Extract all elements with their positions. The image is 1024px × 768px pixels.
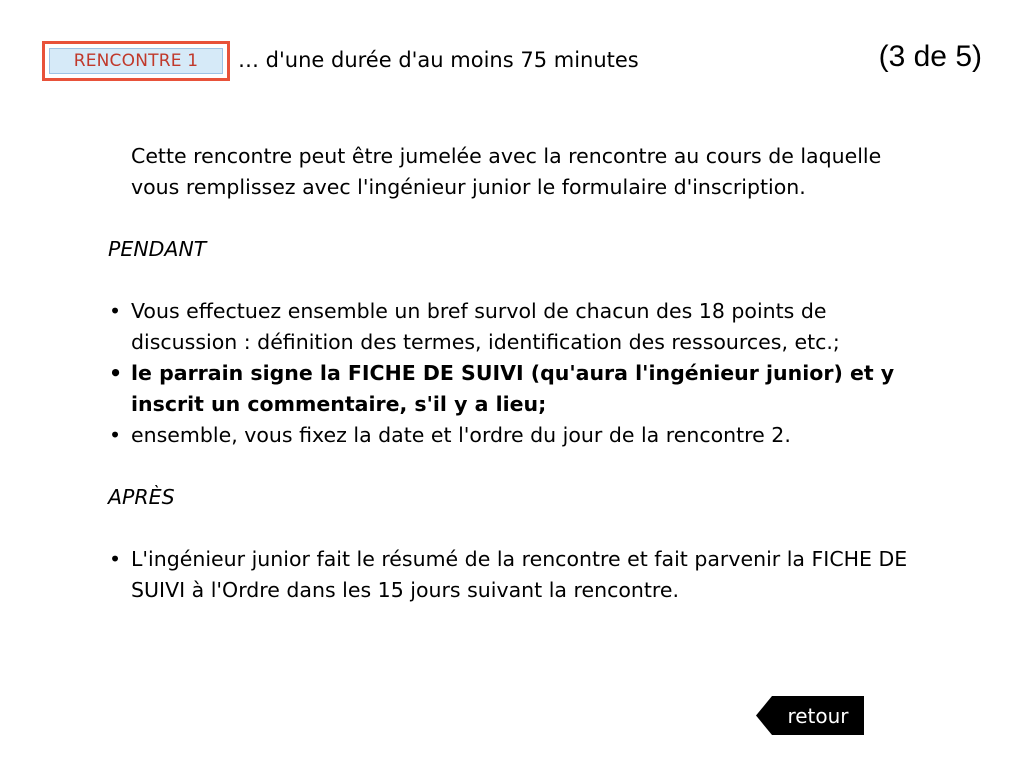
intro-paragraph: Cette rencontre peut être jumelée avec la rencontre au cours de laquelle vous remplissez avec l'ingénieur junior le formulaire d'inscription. [131,144,882,199]
meeting-tag [42,41,230,81]
duration-subtitle: … d'une durée d'au moins 75 minutes [238,48,639,72]
list-item: • Vous effectuez ensemble un bref survol de chacun des 18 points de discussion : définition des termes, identification des ressources, etc.; [108,296,918,358]
apres-heading: APRÈS [108,485,175,509]
meeting-tag-label: RENCONTRE 1 [49,48,223,74]
list-item: • le parrain signe la FICHE DE SUIVI (qu'aura l'ingénieur junior) et y inscrit un commentaire, s'il y a lieu; [108,358,918,420]
page-indicator: (3 de 5) [878,40,982,73]
list-item: • ensemble, vous fixez la date et l'ordre du jour de la rencontre 2. [108,420,918,451]
apres-list [108,544,918,606]
list-item: • L'ingénieur junior fait le résumé de la rencontre et fait parvenir la FICHE DE SUIVI à l'Ordre dans les 15 jours suivant la rencontre. [108,544,918,606]
retour-label: retour [787,703,849,728]
slide-body [108,141,918,606]
retour-button[interactable] [756,696,864,735]
pendant-heading: PENDANT [108,237,207,261]
pendant-list [108,296,918,451]
